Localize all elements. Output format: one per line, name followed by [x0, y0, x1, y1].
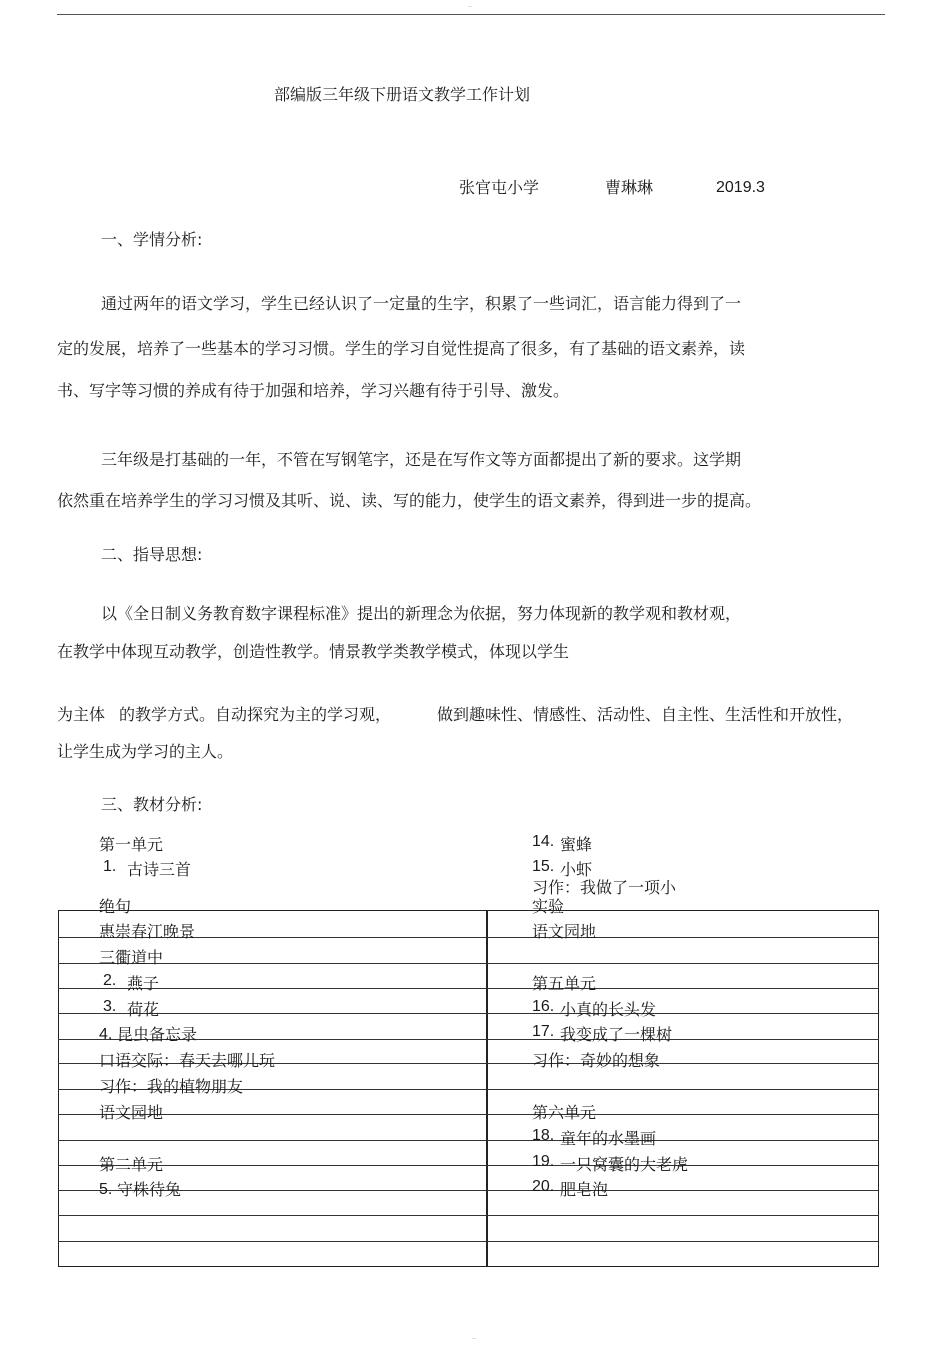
left-item: 三衢道中 — [99, 948, 164, 967]
left-item: 第一单元 — [99, 835, 164, 854]
section2-line3c: 做到趣味性、情感性、活动性、自主性、生活性和开放性， — [437, 705, 854, 724]
table-rule — [58, 1013, 879, 1014]
left-item: 习作：我的植物朋友 — [99, 1077, 244, 1096]
right-item-number: 18. — [532, 1127, 555, 1144]
section1-para1-line3: 书、写字等习惯的养成有待于加强和培养，学习兴趣有待于引导、激发。 — [57, 381, 570, 400]
section2-heading: 二、指导思想: — [101, 545, 203, 564]
left-item: 燕子 — [127, 974, 160, 993]
table-rule — [58, 1215, 879, 1216]
left-item: 绝句 — [99, 897, 132, 916]
section2-line1: 以《全日制义务教育数字课程标准》提出的新理念为依据，努力体现新的教学观和教材观， — [101, 604, 742, 623]
left-item: 惠崇春江晚景 — [99, 922, 196, 941]
right-item: 语文园地 — [532, 922, 597, 941]
table-rule — [58, 1114, 879, 1115]
section2-line4: 让学生成为学习的主人。 — [57, 742, 234, 761]
right-item: 小真的长头发 — [560, 1000, 657, 1019]
left-item-number: 5. — [99, 1181, 113, 1198]
section1-para2-line1: 三年级是打基础的一年，不管在写钢笔字，还是在写作文等方面都提出了新的要求。这学期 — [101, 450, 742, 469]
right-item: 习作：奇妙的想象 — [532, 1051, 661, 1070]
left-item-number: 2. — [103, 972, 117, 989]
table-rule — [58, 963, 879, 964]
byline-school: 张官屯小学 — [459, 178, 540, 197]
left-item-number: 1. — [103, 858, 117, 875]
left-item: 语文园地 — [99, 1103, 164, 1122]
left-item: 古诗三首 — [127, 860, 192, 879]
left-item: 守株待兔 — [117, 1180, 182, 1199]
right-item-number: 17. — [532, 1023, 555, 1040]
bottom-mark: .. — [472, 1334, 476, 1341]
left-item: 荷花 — [127, 1000, 160, 1019]
table-rule — [58, 1190, 879, 1191]
right-item-number: 14. — [532, 833, 555, 850]
right-item: 我变成了一棵树 — [560, 1025, 673, 1044]
right-item-number: 16. — [532, 998, 555, 1015]
left-item-number: 4. — [99, 1026, 113, 1043]
right-item: 第五单元 — [532, 974, 597, 993]
left-item: 昆虫备忘录 — [117, 1025, 198, 1044]
table-rule — [58, 1140, 879, 1141]
section1-para1-line1: 通过两年的语文学习，学生已经认识了一定量的生字，积累了一些词汇，语言能力得到了一 — [101, 294, 742, 313]
right-item: 蜜蜂 — [560, 835, 593, 854]
section1-heading: 一、学情分析: — [101, 230, 203, 249]
document-title: 部编版三年级下册语文教学工作计划 — [274, 85, 531, 104]
right-item: 小虾 — [560, 860, 593, 879]
right-item: 实验 — [532, 897, 565, 916]
table-rule — [58, 1165, 879, 1166]
left-item: 口语交际：春天去哪儿玩 — [99, 1051, 276, 1070]
right-item-number: 20. — [532, 1178, 555, 1195]
byline-author: 曹琳琳 — [605, 178, 654, 197]
right-item: 童年的水墨画 — [560, 1129, 657, 1148]
section3-heading: 三、教材分析: — [101, 795, 203, 814]
right-item: 肥皂泡 — [560, 1180, 609, 1199]
right-item: 一只窝囊的大老虎 — [560, 1155, 689, 1174]
section2-line2: 在教学中体现互动教学，创造性教学。情景教学类教学模式，体现以学生 — [57, 642, 570, 661]
right-item: 习作：我做了一项小 — [532, 878, 677, 897]
section2-line3b: 的教学方式。自动探究为主的学习观， — [119, 705, 392, 724]
section1-para1-line2: 定的发展，培养了一些基本的学习习惯。学生的学习自觉性提高了很多，有了基础的语文素养，读 — [57, 339, 746, 358]
left-item-number: 3. — [103, 998, 117, 1015]
byline-date: 2019.3 — [716, 179, 765, 196]
top-rule — [57, 14, 885, 15]
top-mark: .. — [468, 2, 472, 9]
right-item: 第六单元 — [532, 1103, 597, 1122]
table-rule — [58, 1241, 879, 1242]
section2-line3a: 为主体 — [57, 705, 106, 724]
left-item: 第二单元 — [99, 1155, 164, 1174]
section1-para2-line2: 依然重在培养学生的学习习惯及其听、说、读、写的能力，使学生的语文素养，得到进一步的提高。 — [57, 491, 762, 510]
right-item-number: 19. — [532, 1153, 555, 1170]
right-item-number: 15. — [532, 858, 555, 875]
table-rule — [58, 988, 879, 989]
